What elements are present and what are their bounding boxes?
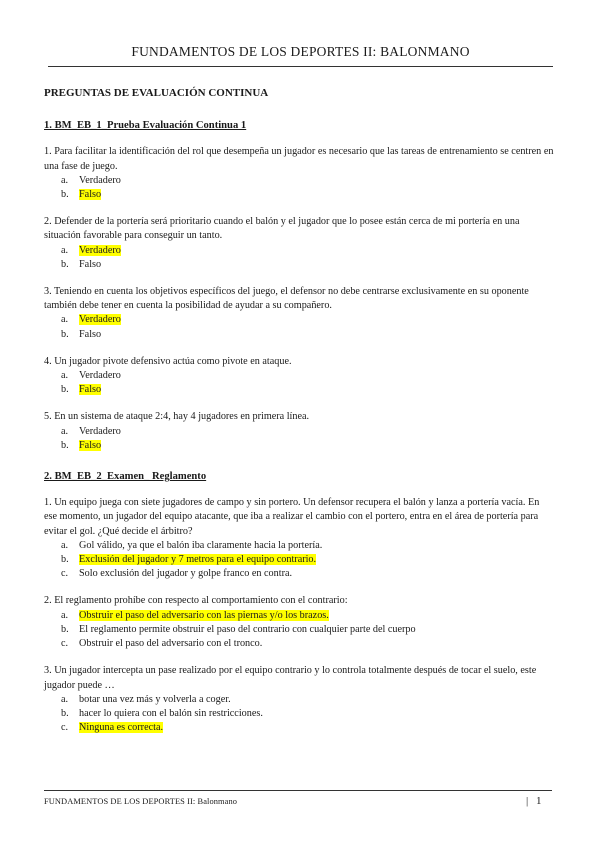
option-letter: b. <box>61 623 69 635</box>
option-letter: b. <box>61 258 69 270</box>
option-text: Falso <box>79 328 102 340</box>
option <box>44 188 554 202</box>
correct-option-text: Falso <box>79 189 102 201</box>
option <box>44 369 554 383</box>
option-text: El reglamento permite obstruir el paso del contrario con cualquier parte del cuerpo <box>79 623 416 635</box>
option-text: botar una vez más y volverla a coger. <box>79 693 231 705</box>
option-letter: c. <box>61 638 69 650</box>
option-letter: a. <box>61 425 69 437</box>
question-text: 3. Teniendo en cuenta los objetivos específicos del juego, el defensor no debe centrarse exclusivamente en su oponente también debe tener en cuenta la posibilidad de ayudar a su compañero. <box>44 286 529 312</box>
option-list <box>44 425 554 453</box>
question-text: 2. Defender de la portería será prioritario cuando el balón y el jugador que lo posee están cerca de mi portería en una situación favorable para conseguir un tanto. <box>44 216 520 242</box>
option <box>44 567 554 581</box>
option <box>44 539 554 553</box>
option-text: Obstruir el paso del adversario con el tronco. <box>79 638 263 650</box>
option-letter: b. <box>61 328 69 340</box>
option <box>44 383 554 397</box>
option <box>44 439 554 453</box>
option-letter: b. <box>61 384 69 396</box>
option-letter: c. <box>61 568 69 580</box>
option-letter: a. <box>61 609 69 621</box>
question <box>44 664 554 735</box>
section-title: 2. BM_EB_2_Examen_ Reglamento <box>44 471 207 483</box>
option-list <box>44 174 554 202</box>
option <box>44 721 554 735</box>
option-letter: b. <box>61 554 69 566</box>
option-list <box>44 539 554 582</box>
option-letter: a. <box>61 314 69 326</box>
option-list <box>44 369 554 397</box>
question-text: 5. En un sistema de ataque 2:4, hay 4 jugadores en primera línea. <box>44 411 310 423</box>
option-letter: b. <box>61 189 69 201</box>
question-text: 1. Un equipo juega con siete jugadores de campo y sin portero. Un defensor recupera el balón y lanza a portería vacía. En ese momento, un jugador del equipo atacante, que iba a realizar el cambio con el portero, entra en el área de portería para evitar el gol. ¿Qué decide el árbitro? <box>44 497 540 537</box>
question <box>44 215 554 272</box>
option <box>44 174 554 188</box>
option-text: Verdadero <box>79 174 121 186</box>
option-letter: a. <box>61 174 69 186</box>
footer-title: FUNDAMENTOS DE LOS DEPORTES II: Balonmano <box>44 797 238 806</box>
option-list <box>44 244 554 272</box>
option-text: Solo exclusión del jugador y golpe franco en contra. <box>79 568 293 580</box>
question-text: 4. Un jugador pivote defensivo actúa como pivote en ataque. <box>44 355 292 367</box>
option-letter: b. <box>61 439 69 451</box>
option <box>44 425 554 439</box>
correct-option-text: Obstruir el paso del adversario con las piernas y/o los brazos. <box>79 609 329 621</box>
option-letter: b. <box>61 707 69 719</box>
option <box>44 707 554 721</box>
option-text: Gol válido, ya que el balón iba claramente hacia la portería. <box>79 539 323 551</box>
option <box>44 328 554 342</box>
option-letter: a. <box>61 244 69 256</box>
correct-option-text: Exclusión del jugador y 7 metros para el equipo contrario. <box>79 554 317 566</box>
question <box>44 496 554 581</box>
option <box>44 258 554 272</box>
question <box>44 285 554 342</box>
option-list <box>44 609 554 652</box>
footer-separator: | <box>526 795 529 807</box>
question-text: 2. El reglamento prohíbe con respecto al comportamiento con el contrario: <box>44 595 348 607</box>
correct-option-text: Falso <box>79 384 102 396</box>
option-letter: c. <box>61 722 69 734</box>
option <box>44 623 554 637</box>
header-divider <box>48 66 553 67</box>
page-header: FUNDAMENTOS DE LOS DEPORTES II: BALONMANO <box>131 44 470 59</box>
option <box>44 693 554 707</box>
document-title: PREGUNTAS DE EVALUACIÓN CONTINUA <box>44 87 269 99</box>
document-body <box>44 86 554 748</box>
question-text: 3. Un jugador intercepta un pase realizado por el equipo contrario y lo controla totalmente después de tocar el suelo, este jugador puede … <box>44 665 537 691</box>
option <box>44 637 554 651</box>
question <box>44 145 554 202</box>
option <box>44 553 554 567</box>
section-title: 1. BM_EB_1_Prueba Evaluación Continua 1 <box>44 120 247 132</box>
option-text: Falso <box>79 258 102 270</box>
option-letter: a. <box>61 539 69 551</box>
question <box>44 594 554 651</box>
option-text: hacer lo quiera con el balón sin restricciones. <box>79 707 263 719</box>
option-list <box>44 693 554 736</box>
question-text: 1. Para facilitar la identificación del rol que desempeña un jugador es necesario que las tareas de entrenamiento se centren en una fase de juego. <box>44 146 554 172</box>
correct-option-text: Ninguna es correcta. <box>79 722 164 734</box>
option <box>44 609 554 623</box>
option-letter: a. <box>61 693 69 705</box>
option <box>44 313 554 327</box>
option-list <box>44 313 554 341</box>
correct-option-text: Verdadero <box>79 244 121 256</box>
option-text: Verdadero <box>79 370 121 382</box>
correct-option-text: Verdadero <box>79 314 121 326</box>
option <box>44 244 554 258</box>
option-letter: a. <box>61 370 69 382</box>
question <box>44 355 554 398</box>
correct-option-text: Falso <box>79 439 102 451</box>
footer-divider <box>44 790 552 791</box>
option-text: Verdadero <box>79 425 121 437</box>
question <box>44 410 554 453</box>
page-number: 1 <box>536 795 542 807</box>
